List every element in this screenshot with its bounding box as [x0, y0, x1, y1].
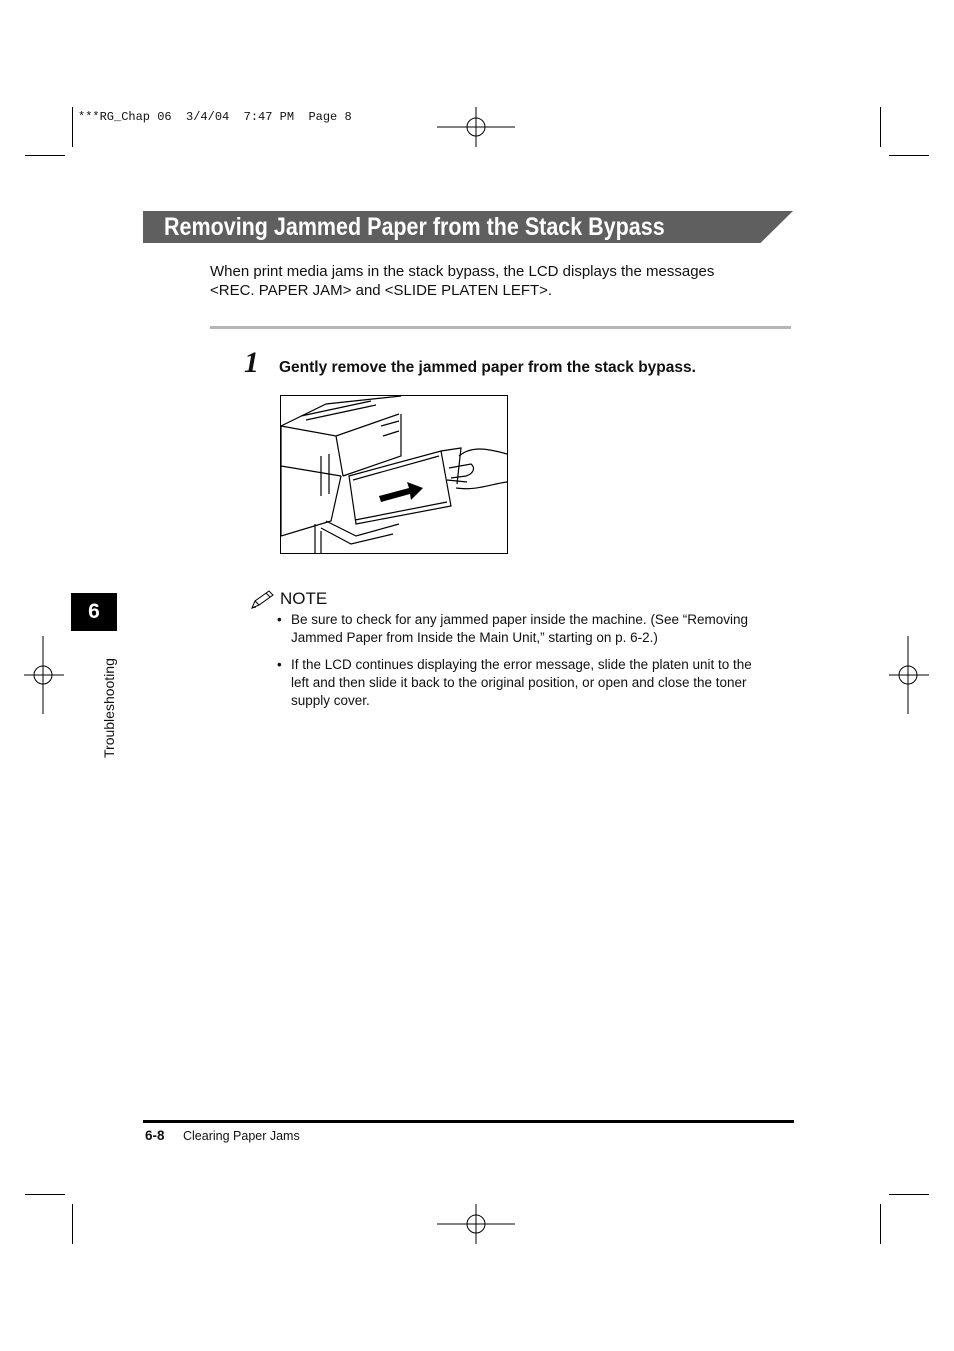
chapter-tab: 6	[71, 593, 117, 631]
step-instruction: Gently remove the jammed paper from the stack bypass.	[279, 359, 696, 376]
intro-line: When print media jams in the stack bypass, the LCD displays the messages	[210, 263, 715, 280]
page-number: 6-8	[145, 1128, 165, 1143]
bullet: •	[277, 657, 282, 672]
section-title: Removing Jammed Paper from the Stack Bypass	[164, 213, 665, 241]
footer-section-title: Clearing Paper Jams	[183, 1129, 300, 1143]
note-item	[277, 611, 782, 647]
chapter-label: Troubleshooting	[101, 658, 117, 758]
note-item	[277, 656, 782, 710]
footer-rule	[143, 1120, 794, 1123]
intro-paragraph	[210, 262, 790, 300]
registration-mark-bottom	[437, 1204, 517, 1244]
divider-rule	[210, 326, 791, 329]
note-list	[277, 611, 782, 719]
registration-mark-left	[24, 636, 64, 716]
note-line: If the LCD continues displaying the error message, slide the platen unit to the	[291, 657, 752, 672]
note-line: left and then slide it back to the original position, or open and close the toner	[291, 675, 747, 690]
registration-mark-top	[437, 107, 517, 147]
note-line: Jammed Paper from Inside the Main Unit,” starting on p. 6-2.)	[291, 630, 658, 645]
note-heading: NOTE	[280, 589, 328, 608]
note-line: supply cover.	[291, 693, 370, 708]
intro-line: <REC. PAPER JAM> and <SLIDE PLATEN LEFT>.	[210, 282, 553, 299]
registration-mark-right	[889, 636, 929, 716]
bullet: •	[277, 612, 282, 627]
note-line: Be sure to check for any jammed paper inside the machine. (See “Removing	[291, 612, 748, 627]
step-number: 1	[244, 346, 259, 379]
print-slug: ***RG_Chap 06 3/4/04 7:47 PM Page 8	[78, 110, 352, 124]
pencil-icon	[249, 589, 275, 611]
jammed-paper-illustration	[280, 395, 508, 554]
